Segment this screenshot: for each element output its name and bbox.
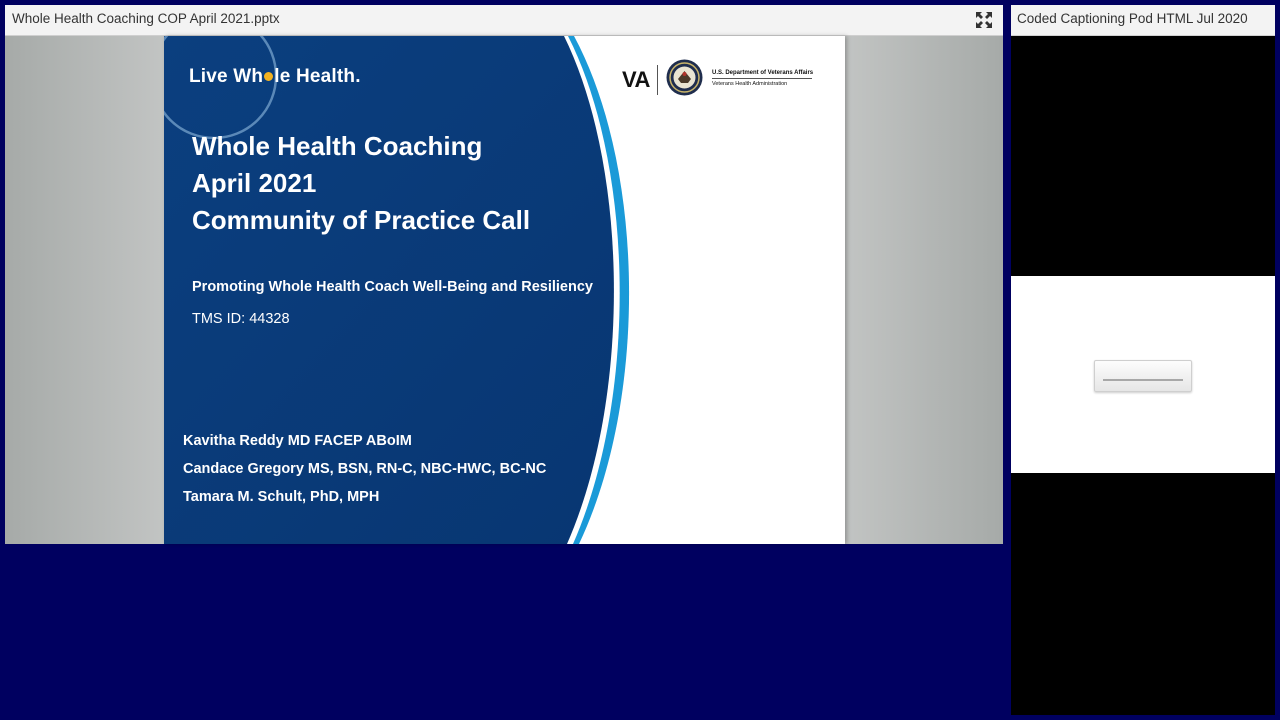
va-seal-icon xyxy=(666,59,703,96)
slide-title-line-2: April 2021 xyxy=(192,168,317,198)
slide-title-line-1: Whole Health Coaching xyxy=(192,131,483,161)
presenter-3: Tamara M. Schult, PhD, MPH xyxy=(183,489,380,505)
presentation-stage xyxy=(5,36,1003,544)
brand-text-start: Live Wh xyxy=(189,66,264,87)
presenter-1: Kavitha Reddy MD FACEP ABoIM xyxy=(183,433,412,449)
live-whole-health-brand xyxy=(189,66,361,88)
va-logo: VA xyxy=(622,67,650,92)
captioning-pod xyxy=(1011,5,1275,715)
slide-subtitle: Promoting Whole Health Coach Well-Being and Resiliency xyxy=(192,279,593,295)
va-logo-divider xyxy=(657,65,658,95)
button-bar-icon xyxy=(1103,379,1183,381)
presenter-2: Candace Gregory MS, BSN, RN-C, NBC-HWC, BC-NC xyxy=(183,461,547,477)
tms-id: TMS ID: 44328 xyxy=(192,311,290,327)
brand-text-end: le Health. xyxy=(274,66,361,87)
captioning-pod-title: Coded Captioning Pod HTML Jul 2020 xyxy=(1017,11,1248,26)
share-pod xyxy=(5,5,1003,544)
fullscreen-button[interactable] xyxy=(975,11,993,29)
share-pod-title: Whole Health Coaching COP April 2021.pptx xyxy=(12,11,280,26)
captioning-content-area xyxy=(1011,276,1275,473)
department-rule xyxy=(712,78,812,79)
administration-name: Veterans Health Administration xyxy=(712,81,788,87)
slide-title-line-3: Community of Practice Call xyxy=(192,205,531,235)
captioning-launch-button[interactable] xyxy=(1094,360,1192,392)
department-name: U.S. Department of Veterans Affairs xyxy=(712,70,814,76)
brand-dot-icon xyxy=(264,72,273,81)
expand-arrows-icon xyxy=(975,11,993,29)
presentation-slide xyxy=(164,36,845,544)
share-pod-titlebar xyxy=(5,5,1003,36)
captioning-pod-titlebar xyxy=(1011,5,1275,36)
